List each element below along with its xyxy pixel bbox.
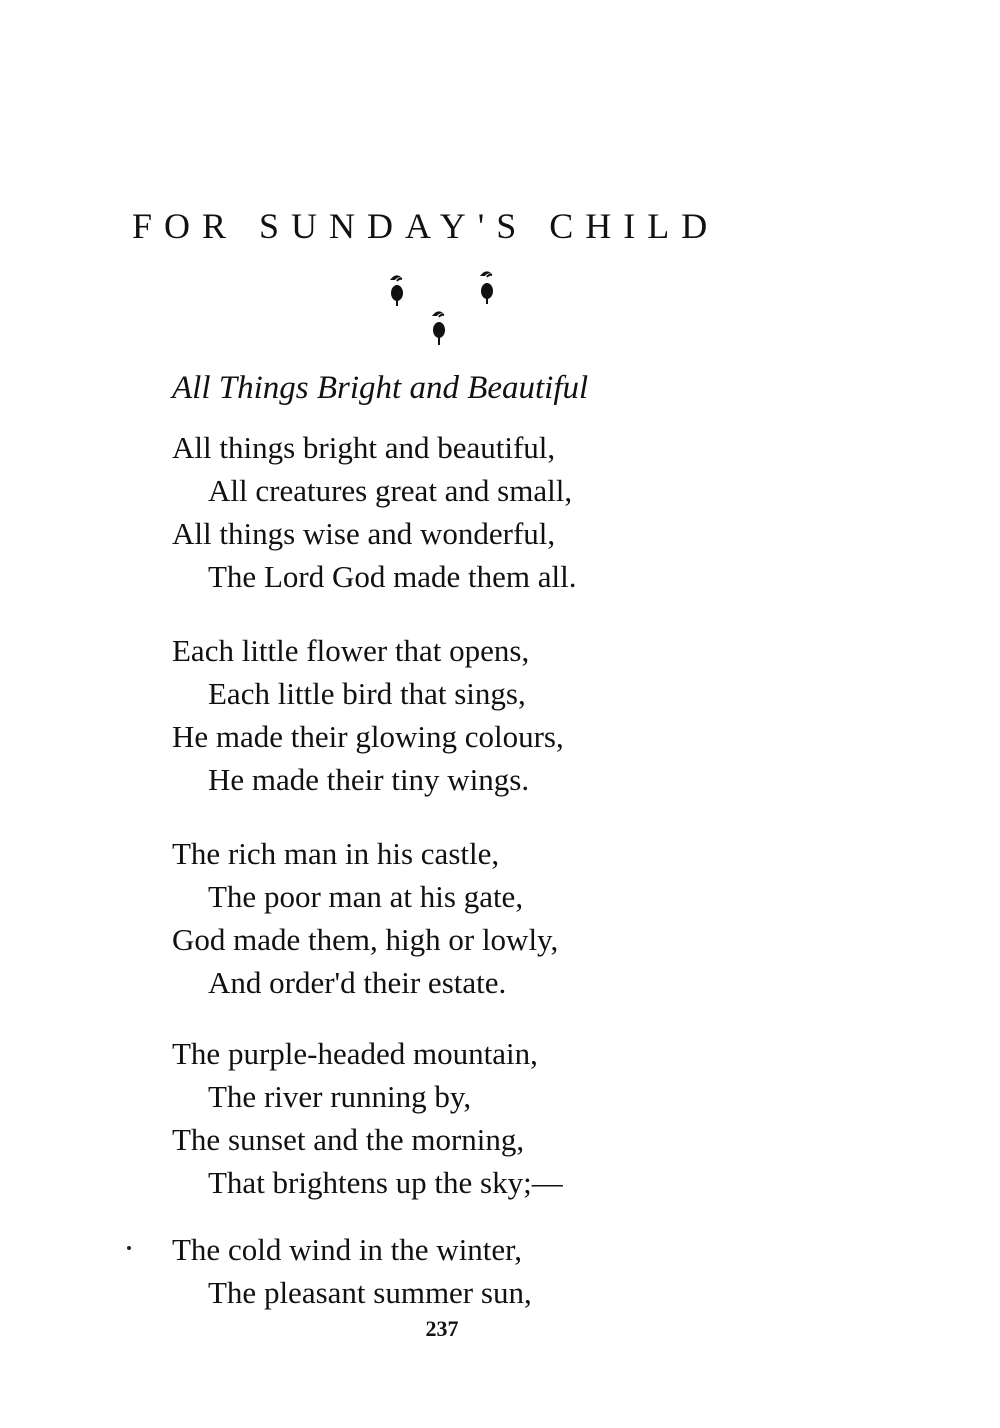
floral-dingbat-icon	[380, 268, 510, 358]
stanza-5	[172, 1228, 532, 1314]
poem-line: The cold wind in the winter,	[172, 1232, 523, 1267]
ornament-right	[480, 271, 493, 304]
poem-line: All things wise and wonderful,	[172, 516, 556, 551]
poem-line: He made their tiny wings.	[208, 762, 530, 797]
section-heading: FOR SUNDAY'S CHILD	[132, 206, 720, 246]
poem-line: All things bright and beautiful,	[172, 430, 556, 465]
print-speck	[127, 1246, 131, 1250]
poem-line: The sunset and the morning,	[172, 1122, 525, 1157]
stanza-4	[172, 1032, 563, 1204]
ornament-center	[432, 311, 445, 345]
poem-line: The Lord God made them all.	[208, 559, 577, 594]
poem-line: The purple-headed mountain,	[172, 1036, 538, 1071]
poem-line: He made their glowing colours,	[172, 719, 564, 754]
stanza-3	[172, 832, 558, 1004]
poem-line: The pleasant summer sun,	[208, 1275, 532, 1310]
poem-line: That brightens up the sky;—	[208, 1165, 563, 1200]
poem-line: And order'd their estate.	[208, 965, 507, 1000]
poem-line: Each little flower that opens,	[172, 633, 530, 668]
stanza-1	[172, 426, 576, 598]
ornament-left	[390, 275, 403, 306]
poem-line: The river running by,	[208, 1079, 472, 1114]
poem-line: The poor man at his gate,	[208, 879, 524, 914]
page-number: 237	[425, 1316, 459, 1341]
stanza-2	[172, 629, 564, 801]
poem-line: Each little bird that sings,	[208, 676, 526, 711]
poem-line: The rich man in his castle,	[172, 836, 500, 871]
poem-line: All creatures great and small,	[208, 473, 573, 508]
poem-title: All Things Bright and Beautiful	[172, 370, 589, 406]
poem-line: God made them, high or lowly,	[172, 922, 559, 957]
